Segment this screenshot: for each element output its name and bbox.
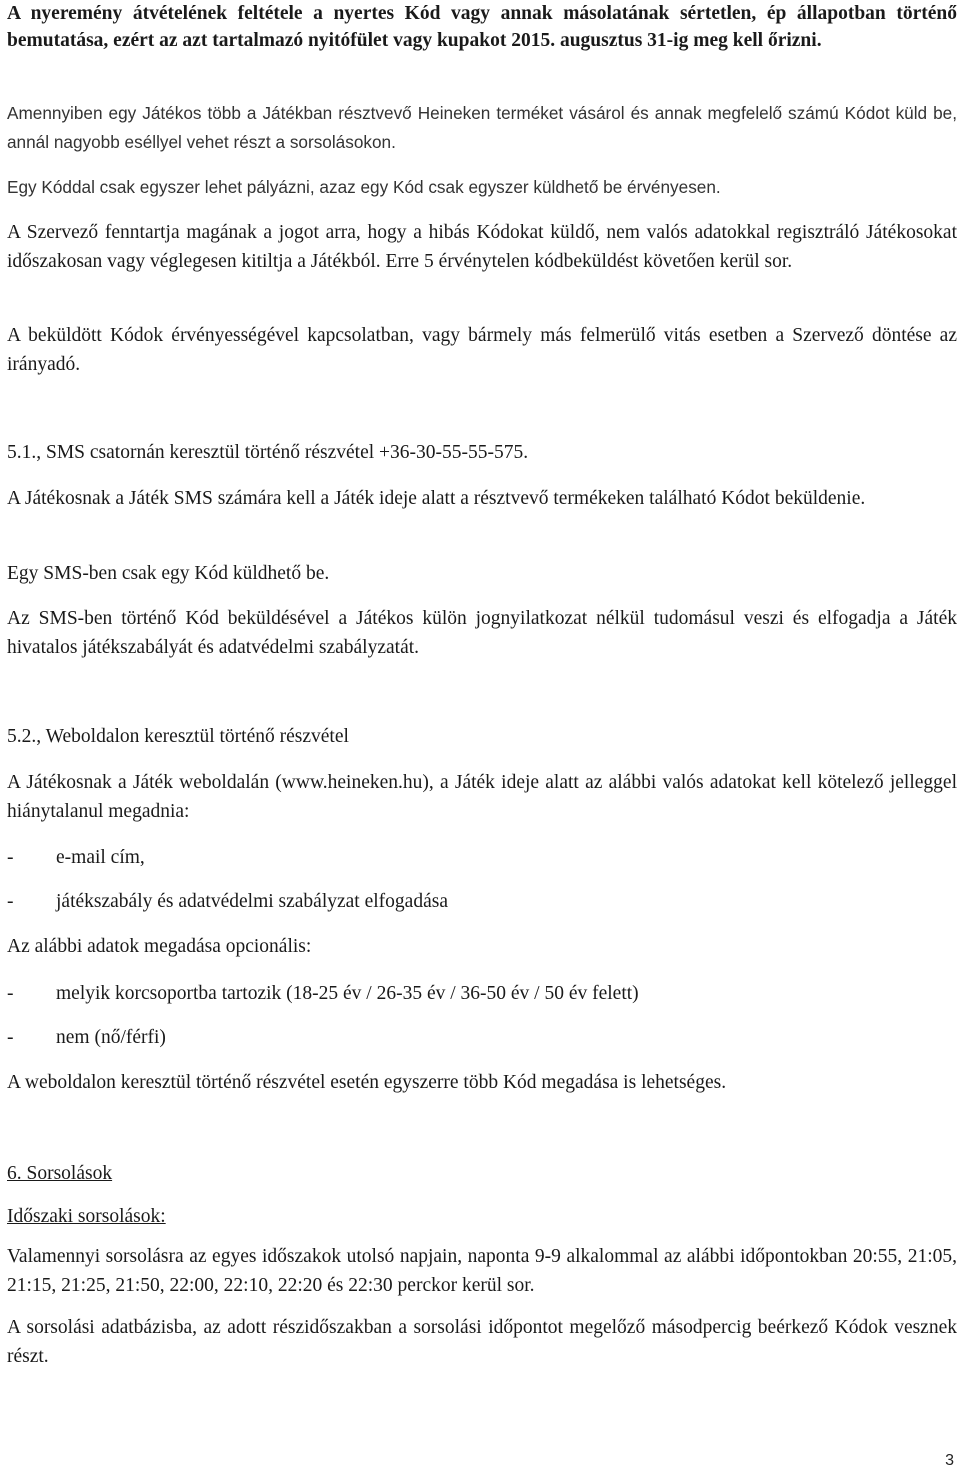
required-item-rules bbox=[7, 887, 448, 916]
intro-paragraph-2: Egy Kóddal csak egyszer lehet pályázni, azaz egy Kód csak egyszer küldhető be érvényesen. bbox=[7, 177, 721, 197]
optional-item-text: nem (nő/férfi) bbox=[56, 1027, 166, 1048]
required-item-text: e-mail cím, bbox=[56, 847, 145, 868]
section-6-paragraph-1: Valamennyi sorsolásra az egyes időszakok utolsó napjain, naponta 9-9 alkalommal az alábbi időpontokban 20:55, 21:05, 21:15, 21:25, 21:50, 22:00, 22:10, 22:20 és 22:30 perckor kerül sor. bbox=[7, 1246, 957, 1296]
required-item-text: játékszabály és adatvédelmi szabályzat elfogadása bbox=[56, 891, 448, 912]
bullet-dash: - bbox=[7, 847, 14, 868]
section-5-1-paragraph-3: Az SMS-ben történő Kód beküldésével a Játékos külön jognyilatkozat nélkül tudomásul veszi és elfogadja a Játék hivatalos játékszabályát és adatvédelmi szabályzatát. bbox=[7, 608, 957, 658]
bullet-dash: - bbox=[7, 891, 14, 912]
intro-paragraph-1: Amennyiben egy Játékos több a Játékban résztvevő Heineken terméket vásárol és annak megfelelő számú Kódot küld be, annál nagyobb eséllyel vehet részt a sorsolásokon. bbox=[7, 103, 957, 152]
section-5-1-paragraph-1: A Játékosnak a Játék SMS számára kell a Játék ideje alatt a résztvevő termékeken található Kódot beküldenie. bbox=[7, 488, 866, 509]
section-5-2-closing: A weboldalon keresztül történő részvétel esetén egyszerre több Kód megadása is lehetséges. bbox=[7, 1072, 727, 1093]
intro-bold-paragraph: A nyeremény átvételének feltétele a nyertes Kód vagy annak másolatának sértetlen, ép állapotban történő bemutatása, ezért az azt tartalmazó nyitófület vagy kupakot 2015. augusztus 31-ig meg kell őrizni. bbox=[7, 3, 957, 51]
optional-item-age-group bbox=[7, 979, 639, 1008]
section-6-subheading: Időszaki sorsolások: bbox=[7, 1206, 166, 1227]
intro-paragraph-4: A beküldött Kódok érvényességével kapcsolatban, vagy bármely más felmerülő vitás esetben a Szervező döntése az irányadó. bbox=[7, 325, 957, 375]
page-number: 3 bbox=[945, 1452, 954, 1469]
bullet-dash: - bbox=[7, 1027, 14, 1048]
bullet-dash: - bbox=[7, 983, 14, 1004]
section-5-2-heading: 5.2., Weboldalon keresztül történő részvétel bbox=[7, 726, 349, 747]
optional-item-text: melyik korcsoportba tartozik (18-25 év / 26-35 év / 36-50 év / 50 év felett) bbox=[56, 983, 639, 1004]
section-5-1-paragraph-2: Egy SMS-ben csak egy Kód küldhető be. bbox=[7, 563, 330, 584]
required-item-email bbox=[7, 843, 145, 872]
section-5-1-heading: 5.1., SMS csatornán keresztül történő részvétel +36-30-55-55-575. bbox=[7, 442, 529, 463]
section-6-heading: 6. Sorsolások bbox=[7, 1163, 113, 1184]
section-5-2-paragraph-1: A Játékosnak a Játék weboldalán (www.heineken.hu), a Játék ideje alatt az alábbi valós adatokat kell kötelező jelleggel hiánytalanul megadnia: bbox=[7, 772, 957, 822]
optional-intro: Az alábbi adatok megadása opcionális: bbox=[7, 936, 312, 957]
optional-item-gender bbox=[7, 1023, 166, 1052]
section-6-paragraph-2: A sorsolási adatbázisba, az adott részidőszakban a sorsolási időpontot megelőző másodpercig beérkező Kódok vesznek részt. bbox=[7, 1317, 957, 1367]
intro-paragraph-3: A Szervező fenntartja magának a jogot arra, hogy a hibás Kódokat küldő, nem valós adatokkal regisztráló Játékosokat időszakosan vagy véglegesen kitiltja a Játékból. Erre 5 érvénytelen kódbeküldést követően kerül sor. bbox=[7, 222, 957, 272]
